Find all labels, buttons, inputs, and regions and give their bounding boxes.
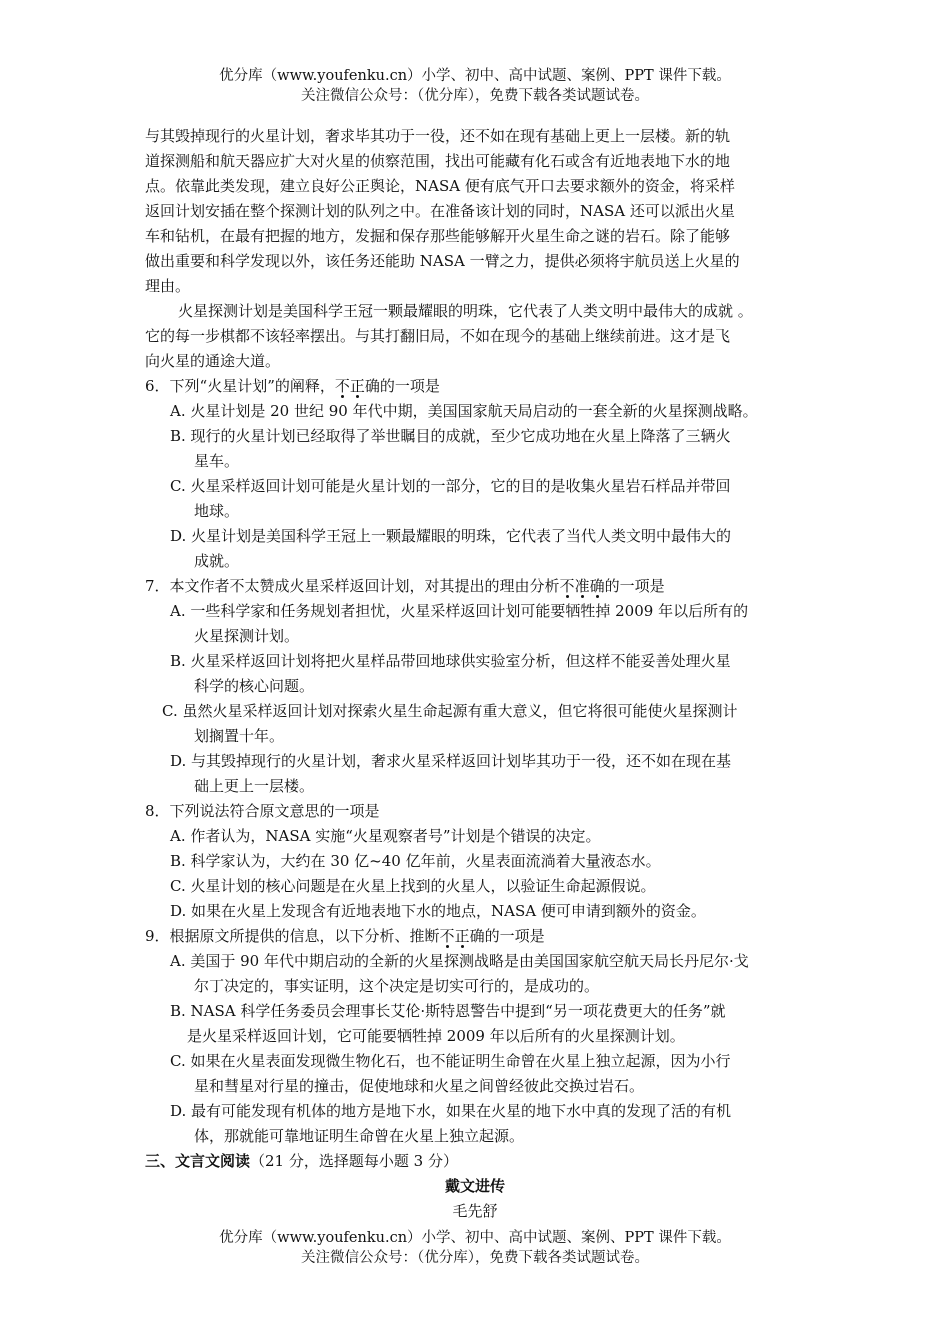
footer-line-2: 关注微信公众号：（优分库），免费下载各类试题试卷。 xyxy=(301,1250,649,1266)
passage-line: 车和钻机，在最有把握的地方，发掘和保存那些能够解开火星生命之谜的岩石。除了能够 xyxy=(145,227,731,245)
passage-line: 点。依靠此类发现，建立良好公正舆论，NASA 便有底气开口去要求额外的资金，将采样 xyxy=(145,177,735,195)
passage-line: 向火星的通途大道。 xyxy=(145,352,281,370)
passage-line: 做出重要和科学发现以外，该任务还能助 NASA 一臂之力，提供必须将宇航员送上火星的 xyxy=(145,252,740,270)
option-d-cont: 体，那就能可靠地证明生命曾在火星上独立起源。 xyxy=(194,1127,525,1145)
option-c-cont: 地球。 xyxy=(194,502,240,520)
passage-line: 火星探测计划是美国科学王冠一颗最耀眼的明珠，它代表了人类文明中最伟大的成就 。 xyxy=(178,302,753,320)
stem-text: 确的一项是 xyxy=(364,377,440,395)
header-line-2: 关注微信公众号：（优分库），免费下载各类试题试卷。 xyxy=(301,88,649,104)
option-c-cont: 星和彗星对行星的撞击，促使地球和火星之间曾经彼此交换过岩石。 xyxy=(194,1077,645,1095)
option-b-cont: 星车。 xyxy=(194,452,240,470)
option-d-cont: 础上更上一层楼。 xyxy=(194,777,315,795)
option-b: B. 科学家认为，大约在 30 亿~40 亿年前，火星表面流淌着大量液态水。 xyxy=(170,852,661,870)
essay-author: 毛先舒 xyxy=(452,1202,498,1220)
emphasis-char: 不 xyxy=(439,927,455,945)
option-d: D. 火星计划是美国科学王冠上一颗最耀眼的明珠，它代表了当代人类文明中最伟大的 xyxy=(170,527,732,545)
passage-line: 它的每一步棋都不该轻率摆出。与其打翻旧局，不如在现今的基础上继续前进。这才是飞 xyxy=(145,327,731,345)
essay-title: 戴文进传 xyxy=(444,1177,505,1195)
option-a-cont: 火星探测计划。 xyxy=(194,627,300,645)
option-a: A. 美国于 90 年代中期启动的全新的火星探测战略是由美国国家航空航天局长丹尼尔·戈 xyxy=(170,952,749,970)
option-a: A. 一些科学家和任务规划者担忧，火星采样返回计划可能要牺牲掉 2009 年以后所有的 xyxy=(170,602,749,620)
section-3-heading xyxy=(145,1149,458,1174)
option-b-cont: 是火星采样返回计划，它可能要牺牲掉 2009 年以后所有的火星探测计划。 xyxy=(187,1027,685,1045)
stem-text: 确的一项是 xyxy=(469,927,545,945)
passage-line: 道探测船和航天器应扩大对火星的侦察范围，找出可能藏有化石或含有近地表地下水的地 xyxy=(145,152,731,170)
option-d-cont: 成就。 xyxy=(194,552,240,570)
option-d: D. 最有可能发现有机体的地方是地下水，如果在火星的地下水中真的发现了活的有机 xyxy=(170,1102,732,1120)
option-b: B. 现行的火星计划已经取得了举世瞩目的成就，至少它成功地在火星上降落了三辆火 xyxy=(170,427,731,445)
emphasis-char: 正 xyxy=(349,377,365,395)
section-note: （21 分，选择题每小题 3 分） xyxy=(250,1152,458,1170)
emphasis-char: 准 xyxy=(574,577,590,595)
option-c: C. 如果在火星表面发现微生物化石，也不能证明生命曾在火星上独立起源，因为小行 xyxy=(170,1052,731,1070)
question-7-stem xyxy=(145,574,665,599)
option-c: C. 火星计划的核心问题是在火星上找到的火星人，以验证生命起源假说。 xyxy=(170,877,656,895)
option-a: A. 作者认为，NASA 实施“火星观察者号”计划是个错误的决定。 xyxy=(170,827,601,845)
question-9-stem xyxy=(145,924,545,949)
section-heading: 三、文言文阅读 xyxy=(145,1152,251,1170)
option-c: C. 火星采样返回计划可能是火星计划的一部分，它的目的是收集火星岩石样品并带回 xyxy=(170,477,731,495)
emphasis-char: 正 xyxy=(454,927,470,945)
stem-text: 6．下列“火星计划”的阐释， xyxy=(145,377,335,395)
option-b: B. NASA 科学任务委员会理事长艾伦·斯特恩警告中提到“另一项花费更大的任务”就 xyxy=(170,1002,726,1020)
question-8-stem: 8．下列说法符合原文意思的一项是 xyxy=(145,802,380,820)
option-a: A. 火星计划是 20 世纪 90 年代中期，美国国家航天局启动的一套全新的火星探测战略。 xyxy=(170,402,758,420)
stem-text: 9．根据原文所提供的信息，以下分析、推断 xyxy=(145,927,440,945)
option-b: B. 火星采样返回计划将把火星样品带回地球供实验室分析，但这样不能妥善处理火星 xyxy=(170,652,731,670)
passage-line: 返回计划安插在整个探测计划的队列之中。在准备该计划的同时，NASA 还可以派出火星 xyxy=(145,202,735,220)
emphasis-char: 不 xyxy=(334,377,350,395)
passage-line: 理由。 xyxy=(145,277,191,295)
option-b-cont: 科学的核心问题。 xyxy=(194,677,315,695)
option-c-cont: 划搁置十年。 xyxy=(194,727,285,745)
stem-text: 7．本文作者不太赞成火星采样返回计划，对其提出的理由分析 xyxy=(145,577,560,595)
stem-text: 的一项是 xyxy=(604,577,665,595)
option-d: D. 如果在火星上发现含有近地表地下水的地点，NASA 便可申请到额外的资金。 xyxy=(170,902,706,920)
emphasis-char: 确 xyxy=(589,577,605,595)
footer-line-1: 优分库（www.youfenku.cn）小学、初中、高中试题、案例、PPT 课件下载。 xyxy=(219,1230,731,1246)
option-d: D. 与其毁掉现行的火星计划，奢求火星采样返回计划毕其功于一役，还不如在现在基 xyxy=(170,752,732,770)
page-footer xyxy=(0,1228,950,1268)
passage-line: 与其毁掉现行的火星计划，奢求毕其功于一役，还不如在现有基础上更上一层楼。新的轨 xyxy=(145,127,731,145)
page-header xyxy=(0,66,950,106)
option-a-cont: 尔丁决定的，事实证明，这个决定是切实可行的，是成功的。 xyxy=(194,977,600,995)
option-c: C. 虽然火星采样返回计划对探索火星生命起源有重大意义，但它将很可能使火星探测计 xyxy=(162,702,738,720)
emphasis-char: 不 xyxy=(559,577,575,595)
question-6-stem xyxy=(145,374,440,399)
header-line-1: 优分库（www.youfenku.cn）小学、初中、高中试题、案例、PPT 课件下载。 xyxy=(219,68,731,84)
